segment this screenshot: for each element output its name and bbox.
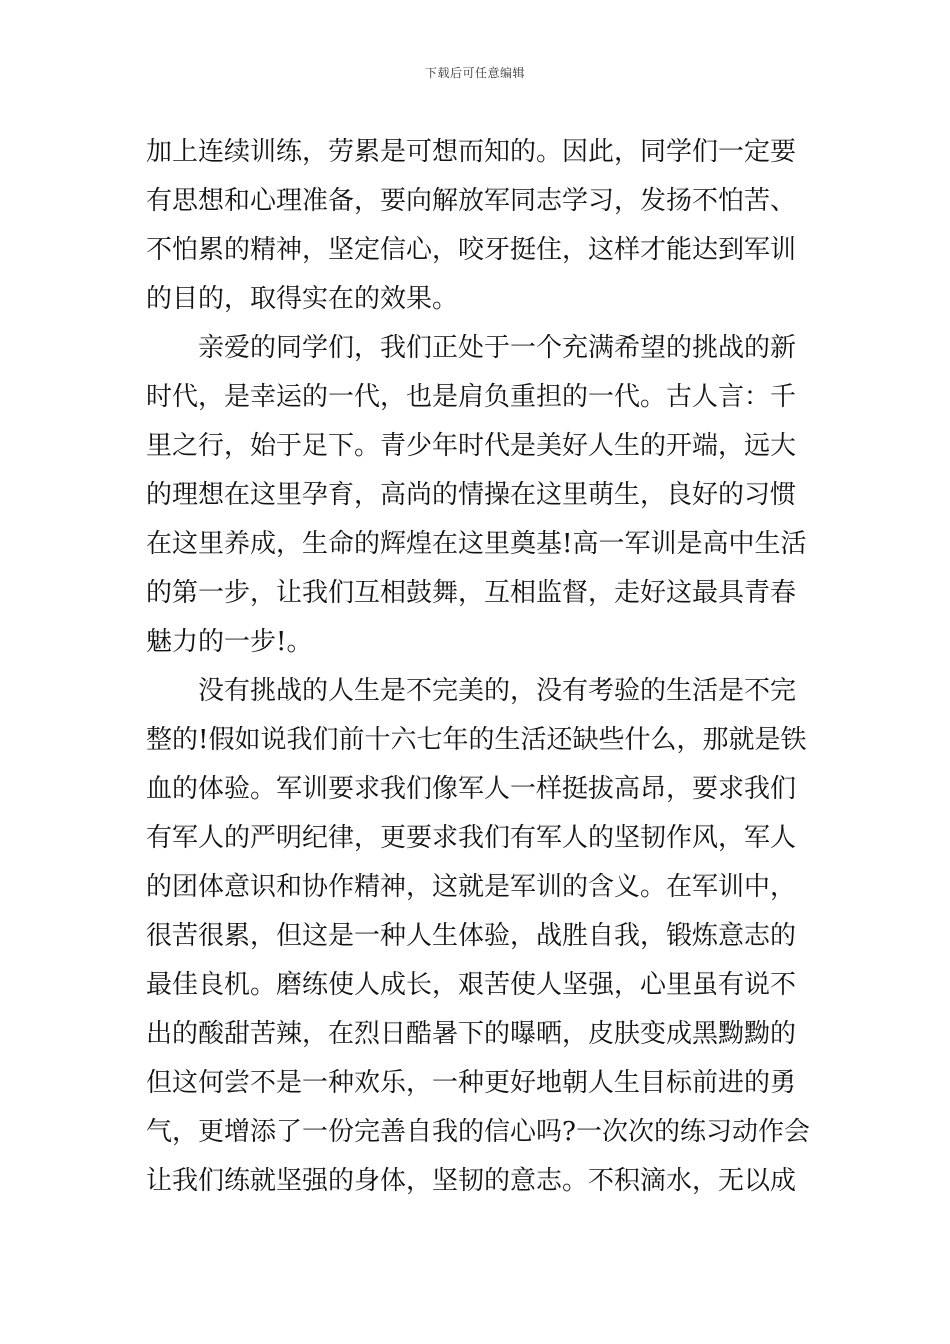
text-line: 时代，是幸运的一代，也是肩负重担的一代。古人言：千: [146, 382, 797, 412]
text-line: 有军人的严明纪律，更要求我们有军人的坚韧作风，军人: [146, 823, 797, 853]
text-line: 加上连续训练，劳累是可想而知的。因此，同学们一定要: [146, 137, 797, 167]
page-header: 下载后可任意编辑: [424, 66, 525, 80]
document-body: [146, 128, 812, 1206]
text-line: 出的酸甜苦辣，在烈日酷暑下的曝晒，皮肤变成黑黝黝的: [146, 1019, 797, 1049]
text-line: 很苦很累，但这是一种人生体验，战胜自我，锻炼意志的: [146, 921, 797, 951]
text-line: 不怕累的精神，坚定信心，咬牙挺住，这样才能达到军训: [146, 235, 797, 265]
text-line: 让我们练就坚强的身体，坚韧的意志。不积滴水，无以成: [146, 1166, 797, 1196]
text-line: 的目的，取得实在的效果。: [146, 284, 459, 314]
text-line: 的第一步，让我们互相鼓舞，互相监督，走好这最具青春: [146, 578, 797, 608]
text-line: 里之行，始于足下。青少年时代是美好人生的开端，远大: [146, 431, 797, 461]
text-line: 的理想在这里孕育，高尚的情操在这里萌生，良好的习惯: [146, 480, 797, 510]
text-line: 但这何尝不是一种欢乐，一种更好地朝人生目标前进的勇: [146, 1068, 797, 1098]
text-line: 魅力的一步!。: [146, 627, 313, 657]
text-line: 最佳良机。磨练使人成长，艰苦使人坚强，心里虽有说不: [146, 970, 797, 1000]
text-line: 气，更增添了一份完善自我的信心吗?一次次的练习动作会: [146, 1117, 810, 1147]
text-line: 血的体验。军训要求我们像军人一样挺拔高昂，要求我们: [146, 774, 797, 804]
paragraph-first-line: 亲爱的同学们，我们正处于一个充满希望的挑战的新: [198, 333, 797, 363]
text-line: 整的!假如说我们前十六七年的生活还缺些什么，那就是铁: [146, 725, 807, 755]
text-line: 有思想和心理准备，要向解放军同志学习，发扬不怕苦、: [146, 186, 797, 216]
paragraph-first-line: 没有挑战的人生是不完美的，没有考验的生活是不完: [198, 676, 797, 706]
text-line: 的团体意识和协作精神，这就是军训的含义。在军训中，: [146, 872, 797, 902]
text-line: 在这里养成，生命的辉煌在这里奠基!高一军训是高中生活: [146, 529, 807, 559]
